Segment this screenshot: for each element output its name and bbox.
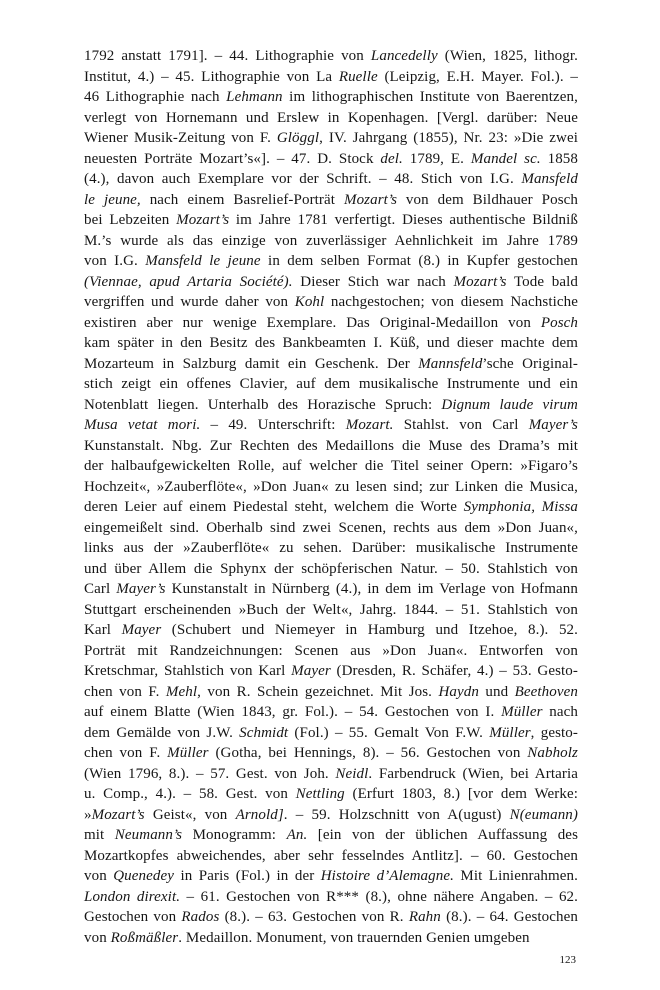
text-segment: Carl	[84, 581, 117, 597]
text-segment: chen von F.	[84, 683, 166, 700]
text-segment: von	[84, 868, 114, 884]
italic-text-segment: Mayer’s	[116, 581, 166, 597]
text-line	[84, 641, 578, 662]
text-segment: 1858	[540, 150, 579, 167]
text-segment: – 61. Gestochen von R*** (8.), ohne nähere Angaben. – 62.	[180, 888, 578, 905]
text-line	[84, 887, 578, 908]
text-segment: Porträt mit Randzeichnungen: Scenen aus »Don Juan«. Entworfen von	[84, 642, 578, 659]
text-segment: (Leipzig, E.H. Mayer. Fol.). –	[377, 68, 579, 85]
text-segment: , gesto-	[530, 724, 578, 741]
text-segment: von I.G.	[84, 253, 146, 269]
text-line	[84, 231, 578, 252]
italic-text-segment: Symphonia, Missa	[463, 499, 578, 515]
italic-text-segment: Haydn	[438, 683, 479, 700]
text-line	[84, 456, 578, 477]
italic-text-segment: Mandel sc.	[470, 150, 541, 167]
text-line	[84, 825, 578, 846]
text-segment: Tode bald	[506, 273, 579, 290]
text-segment: Institut, 4.) – 45. Lithographie von La	[84, 68, 339, 85]
text-segment: Mozartkopfes abweichendes, aber sehr fesselndes Antlitz]. – 60. Gestochen	[84, 847, 578, 864]
text-segment: 46 Lithographie nach	[84, 89, 227, 105]
text-line	[84, 190, 578, 211]
italic-text-segment: del.	[380, 150, 403, 167]
italic-text-segment: Mansfeld	[521, 171, 578, 187]
italic-text-segment: Mehl	[165, 683, 198, 700]
text-segment: dem Gemälde von J.W.	[84, 724, 240, 741]
italic-text-segment: Lehmann	[226, 89, 283, 105]
text-line	[84, 272, 578, 293]
italic-text-segment: London direxit.	[84, 888, 181, 905]
text-block	[84, 46, 578, 948]
text-segment: Dieser Stich war nach	[292, 273, 454, 290]
text-segment: . Farbendruck (Wien, bei Artaria	[368, 765, 578, 782]
text-segment: Stuttgart erscheinenden »Buch der Welt«, Jahrg. 1844. – 51. Stahlstich von	[84, 601, 578, 618]
text-segment: in Paris (Fol.) in der	[174, 868, 321, 884]
text-line	[84, 108, 578, 129]
text-segment: auf einem Blatte (Wien 1843, gr. Fol.). – 54. Gestochen von I.	[84, 704, 502, 720]
text-line	[84, 600, 578, 621]
italic-text-segment: Rahn	[408, 909, 441, 925]
text-segment: stich zeigt ein offenes Clavier, auf dem musikalische Instrumente und ein	[84, 376, 578, 392]
text-segment: von dem Bildhauer Posch	[397, 191, 578, 208]
text-segment: (8.). – 63. Gestochen von R.	[219, 909, 409, 925]
text-line	[84, 374, 578, 395]
text-segment: (Dresden, R. Schäfer, 4.) – 53. Gesto-	[330, 663, 578, 679]
text-line	[84, 169, 578, 190]
italic-text-segment: N(eumann)	[509, 806, 578, 823]
text-line	[84, 702, 578, 723]
text-segment: Geist«, von	[144, 806, 236, 823]
text-segment: Kretschmar, Stahlstich von Karl	[84, 663, 292, 679]
italic-text-segment: Mozart’s	[176, 212, 230, 228]
text-segment: (Fol.) – 55. Gemalt Von F.W.	[288, 724, 490, 741]
text-segment: Gestochen von	[84, 909, 182, 925]
text-line	[84, 395, 578, 416]
text-segment: , IV. Jahrgang (1855), Nr. 23: »Die zwei	[319, 130, 578, 146]
italic-text-segment: Posch	[540, 314, 578, 331]
text-line	[84, 313, 578, 334]
italic-text-segment: An.	[286, 827, 308, 843]
text-segment: (Wien 1796, 8.). – 57. Gest. von Joh.	[84, 765, 336, 782]
text-line	[84, 723, 578, 744]
italic-text-segment: le jeune,	[84, 191, 141, 208]
text-segment: im Jahre 1781 verfertigt. Dieses authentische Bildniß	[229, 212, 578, 228]
text-segment: , von R. Schein gezeichnet. Mit Jos.	[197, 683, 439, 700]
text-line	[84, 579, 578, 600]
text-segment: bei Lebzeiten	[84, 212, 177, 228]
text-segment: links aus der »Zauberflöte« zu sehen. Darüber: musikalische Instrumente	[84, 540, 578, 556]
text-segment: Hochzeit«, »Zauberflöte«, »Don Juan« zu lesen sind; zur Linken die Musica,	[84, 478, 578, 495]
italic-text-segment: Nabholz	[527, 745, 578, 761]
italic-text-segment: Dignum laude virum	[441, 396, 578, 413]
text-segment: Notenblatt liegen. Unterhalb des Horazische Spruch:	[84, 396, 442, 413]
text-line	[84, 928, 578, 949]
text-segment: und über Allem die Sphynx der schöpferischen Natur. – 50. Stahlstich von	[84, 560, 578, 577]
text-segment: nachgestochen; von diesem Nachstiche	[324, 294, 578, 310]
italic-text-segment: (Viennae, apud Artaria Société).	[84, 273, 293, 290]
text-line	[84, 436, 578, 457]
text-segment: in dem selben Format (8.) in Kupfer gestochen	[260, 253, 578, 269]
text-line	[84, 682, 578, 703]
text-segment: 1792 anstatt 1791]. – 44. Lithographie von	[84, 48, 371, 64]
text-segment: von	[84, 929, 111, 946]
text-segment: Kunstanstalt. Nbg. Zur Rechten des Medaillons die Muse des Drama’s mit	[84, 437, 578, 454]
text-line	[84, 354, 578, 375]
text-segment: der halbaufgewickelten Rolle, auf welcher die Titel seiner Opern: »Figaro’s	[84, 458, 578, 474]
text-line	[84, 415, 578, 436]
italic-text-segment: Mansfeld le jeune	[145, 253, 261, 269]
italic-text-segment: Neidl	[335, 765, 369, 782]
text-segment: (Erfurt 1803, 8.) [vor dem Werke:	[344, 786, 578, 802]
italic-text-segment: Mozart’s	[343, 191, 398, 208]
italic-text-segment: Müller	[501, 704, 543, 720]
text-line	[84, 67, 578, 88]
text-line	[84, 784, 578, 805]
italic-text-segment: Mayer	[291, 663, 331, 679]
text-segment: chen von F.	[84, 745, 168, 761]
italic-text-segment: Glöggl	[276, 130, 320, 146]
italic-text-segment: Arnold]	[235, 806, 284, 823]
italic-text-segment: Mayer	[121, 622, 162, 638]
italic-text-segment: Musa vetat mori.	[84, 417, 201, 433]
text-segment: . Medaillon. Monument, von trauernden Genien umgeben	[178, 929, 530, 946]
italic-text-segment: Lancedelly	[370, 48, 438, 64]
text-segment: nach einem Basrelief-Porträt	[140, 191, 344, 208]
italic-text-segment: Beethoven	[514, 683, 578, 700]
italic-text-segment: Mayer’s	[528, 417, 578, 433]
text-line	[84, 251, 578, 272]
text-line	[84, 46, 578, 67]
text-line	[84, 907, 578, 928]
text-segment: nach	[542, 704, 578, 720]
text-line	[84, 866, 578, 887]
text-segment: existiren aber nur wenige Exemplare. Das Original-Medaillon von	[84, 314, 541, 331]
italic-text-segment: Nettling	[295, 786, 345, 802]
text-segment: (4.), davon auch Exemplare vor der Schrift. – 48. Stich von I.G.	[84, 171, 522, 187]
text-segment: Mozarteum in Salzburg damit ein Geschenk. Der	[84, 355, 419, 372]
text-line	[84, 497, 578, 518]
text-segment: (Schubert und Niemeyer in Hamburg und Itzehoe, 8.). 52.	[161, 622, 579, 638]
text-segment: ’sche Original-	[482, 355, 578, 372]
italic-text-segment: Mozart.	[345, 417, 394, 433]
text-segment: deren Leier auf einem Piedestal steht, welchem die Worte	[84, 499, 464, 515]
text-line	[84, 292, 578, 313]
text-segment: Mit Linienrahmen.	[453, 868, 578, 884]
text-line	[84, 620, 578, 641]
text-line	[84, 128, 578, 149]
text-segment: [ein von der üblichen Auffassung des	[307, 827, 579, 843]
text-segment: Stahlst. von Carl	[393, 417, 529, 433]
text-segment: »	[84, 806, 92, 823]
text-line	[84, 559, 578, 580]
italic-text-segment: Ruelle	[338, 68, 378, 85]
text-segment: neuesten Porträte Mozart’s«]. – 47. D. Stock	[84, 150, 381, 167]
text-segment: im lithographischen Institute von Baerentzen,	[282, 89, 578, 105]
italic-text-segment: Mozart’s	[453, 273, 507, 290]
text-line	[84, 538, 578, 559]
italic-text-segment: Histoire d’Alemagne.	[320, 868, 454, 884]
text-line	[84, 764, 578, 785]
text-segment: (Gotha, bei Hennings, 8). – 56. Gestochen von	[208, 745, 528, 761]
text-line	[84, 846, 578, 867]
text-line	[84, 87, 578, 108]
text-line	[84, 333, 578, 354]
italic-text-segment: Neumann’s	[114, 827, 183, 843]
text-segment: mit	[84, 827, 115, 843]
text-segment: vergriffen und wurde daher von	[84, 294, 295, 310]
text-line	[84, 149, 578, 170]
page-number: 123	[559, 954, 576, 966]
text-segment: eingemeißelt sind. Oberhalb sind zwei Scenen, rechts aus dem »Don Juan«,	[84, 519, 578, 536]
italic-text-segment: Rados	[181, 909, 220, 925]
text-segment: M.’s wurde als das einzige von zuverlässiger Aehnlichkeit im Jahre 1789	[84, 232, 578, 249]
text-line	[84, 661, 578, 682]
italic-text-segment: Mozart’s	[91, 806, 145, 823]
text-segment: – 49. Unterschrift:	[200, 417, 346, 433]
text-segment: (8.). – 64. Gestochen	[440, 909, 578, 925]
text-segment: u. Comp., 4.). – 58. Gest. von	[84, 786, 296, 802]
italic-text-segment: Roßmäßler	[110, 929, 179, 946]
italic-text-segment: Müller	[167, 745, 209, 761]
text-segment: und	[478, 683, 515, 700]
text-segment: Wiener Musik-Zeitung von F.	[84, 130, 277, 146]
text-line	[84, 210, 578, 231]
text-segment: verlegt von Hornemann und Erslew in Kopenhagen. [Vergl. darüber: Neue	[84, 109, 578, 126]
italic-text-segment: Kohl	[294, 294, 325, 310]
text-segment: Monogramm:	[182, 827, 287, 843]
text-line	[84, 477, 578, 498]
italic-text-segment: Schmidt	[239, 724, 289, 741]
italic-text-segment: Müller	[489, 724, 531, 741]
italic-text-segment: Mannsfeld	[418, 355, 483, 372]
text-segment: . – 59. Holzschnitt von A(ugust)	[283, 806, 510, 823]
text-segment: 1789, E.	[402, 150, 471, 167]
text-line	[84, 805, 578, 826]
text-segment: kam später in den Besitz des Bankbeamten I. Küß, und dieser machte dem	[84, 335, 578, 351]
italic-text-segment: Quenedey	[113, 868, 175, 884]
text-line	[84, 518, 578, 539]
text-line	[84, 743, 578, 764]
text-segment: (Wien, 1825, lithogr.	[437, 48, 578, 64]
text-segment: Karl	[84, 622, 122, 638]
text-segment: Kunstanstalt in Nürnberg (4.), in dem im Verlage von Hofmann	[165, 581, 578, 597]
